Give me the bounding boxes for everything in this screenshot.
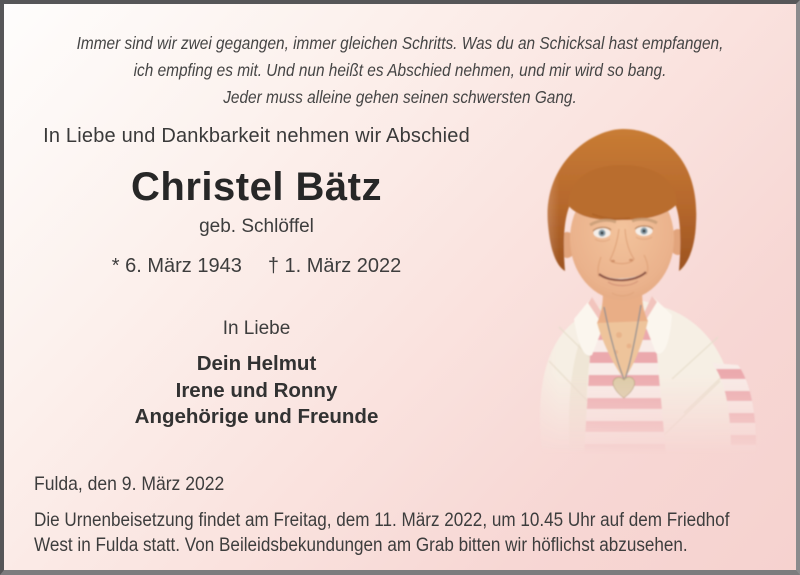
closing-line: In Liebe <box>222 318 291 339</box>
life-dates <box>4 255 509 278</box>
funeral-info-line: Die Urnenbeisetzung findet am Freitag, dem 11. März 2022, um 10.45 Uhr auf dem Friedhof <box>34 510 730 531</box>
death-date: † 1. März 2022 <box>267 255 402 277</box>
portrait-photo <box>504 121 800 454</box>
mourner-line: Irene und Ronny <box>175 378 338 402</box>
poem-line: Immer sind wir zwei gegangen, immer gleichen Schritts. Was du an Schicksal hast empfangen, <box>76 33 724 53</box>
mourners-list <box>4 351 509 431</box>
deceased-name: Christel Bätz <box>131 165 382 209</box>
mourner-line: Dein Helmut <box>196 352 317 375</box>
place-date-line: Fulda, den 9. März 2022 <box>34 473 225 495</box>
funeral-info-line: West in Fulda statt. Von Beileidsbekundungen am Grab bitten wir höflichst abzusehen. <box>34 534 688 556</box>
footer <box>34 472 794 558</box>
mourner-line: Angehörige und Freunde <box>134 405 379 428</box>
poem-line: ich empfing es mit. Und nun heißt es Abschied nehmen, und mir wird so bang. <box>133 60 667 80</box>
birth-date: * 6. März 1943 <box>111 255 242 277</box>
announcement-column <box>4 125 509 431</box>
portrait-illustration <box>504 121 800 454</box>
poem <box>52 30 749 111</box>
maiden-name: geb. Schlöffel <box>199 216 314 237</box>
poem-line: Jeder muss alleine gehen seinen schwersten Gang. <box>223 87 577 107</box>
funeral-info <box>34 509 793 558</box>
intro-line: In Liebe und Dankbarkeit nehmen wir Abschied <box>43 125 470 147</box>
